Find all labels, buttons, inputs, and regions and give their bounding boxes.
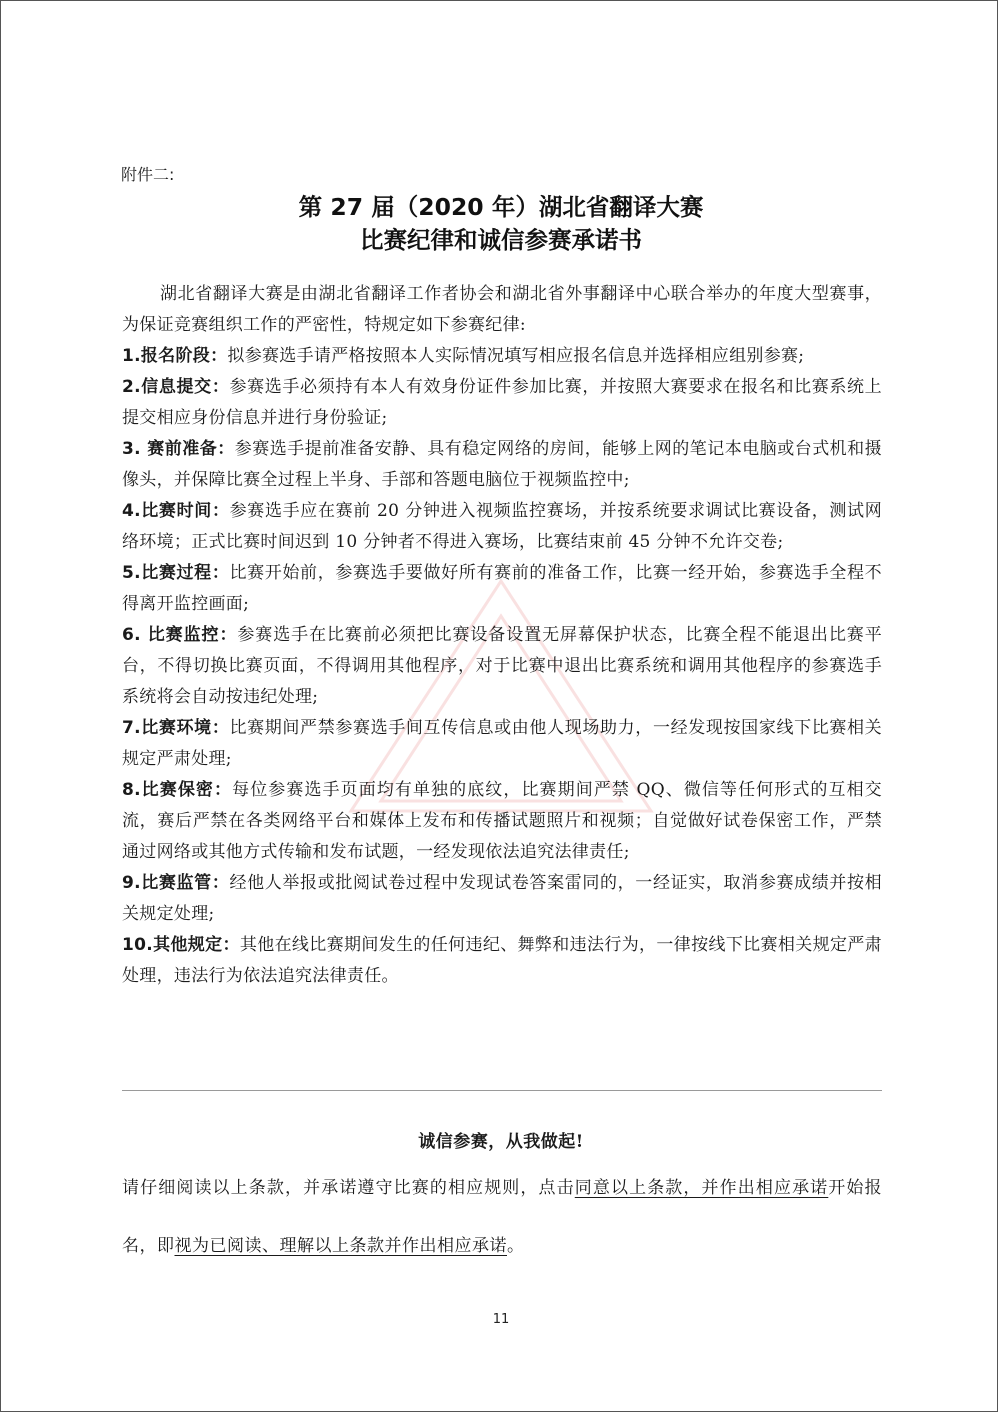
rule-colon: ： xyxy=(211,718,230,738)
rule-text: 参赛选手在比赛前必须把比赛设备设置无屏幕保护状态，比赛全程不能退出比赛平台，不得切换比赛页面，不得调用其他程序，对于比赛中退出比赛系统和调用其他程序的参赛选手系统将会自动按违纪处理; xyxy=(122,625,882,707)
rule-label: 1.报名阶段 xyxy=(122,346,211,366)
rule-item xyxy=(122,434,882,496)
rule-text: 比赛期间严禁参赛选手间互传信息或由他人现场助力，一经发现按国家线下比赛相关规定严肃处理; xyxy=(122,718,882,769)
rule-label: 2.信息提交 xyxy=(122,377,212,397)
consent-paragraph xyxy=(122,1159,882,1275)
document-title: 第 27 届（2020 年）湖北省翻译大赛 xyxy=(298,193,704,221)
consent-acknowledgement: 视为已阅读、理解以上条款并作出相应承诺 xyxy=(174,1236,507,1256)
rule-colon: ： xyxy=(217,439,235,459)
rule-label: 8.比赛保密 xyxy=(122,780,215,800)
rule-text: 参赛选手提前准备安静、具有稳定网络的房间，能够上网的笔记本电脑或台式机和摄像头，并保障比赛全过程上半身、手部和答题电脑位于视频监控中; xyxy=(122,439,882,490)
document-subtitle: 比赛纪律和诚信参赛承诺书 xyxy=(360,226,642,254)
document-body xyxy=(122,279,882,992)
attachment-label: 附件二: xyxy=(121,165,175,184)
intro-paragraph: 湖北省翻译大赛是由湖北省翻译工作者协会和湖北省外事翻译中心联合举办的年度大型赛事，为保证竞赛组织工作的严密性，特规定如下参赛纪律: xyxy=(122,284,882,335)
consent-text: 开始报名，即 xyxy=(122,1178,883,1256)
page-number: 11 xyxy=(492,1312,510,1327)
rule-colon: ： xyxy=(219,625,238,645)
rule-text: 比赛开始前，参赛选手要做好所有赛前的准备工作，比赛一经开始，参赛选手全程不得离开监控画面; xyxy=(122,563,882,614)
rule-colon: ： xyxy=(222,935,240,955)
agree-terms-link[interactable]: 同意以上条款，并作出相应承诺 xyxy=(574,1178,829,1198)
rule-item xyxy=(122,341,882,372)
rule-colon: ： xyxy=(211,873,230,893)
rule-item xyxy=(122,620,882,713)
consent-text: 请仔细阅读以上条款，并承诺遵守比赛的相应规则，点击 xyxy=(122,1178,575,1198)
rule-label: 9.比赛监管 xyxy=(122,873,212,893)
rule-text: 每位参赛选手页面均有单独的底纹，比赛期间严禁 QQ、微信等任何形式的互相交流，赛后严禁在各类网络平台和媒体上发布和传播试题照片和视频；自觉做好试卷保密工作，严禁通过网络或其他方式传输和发布试题，一经发现依法追究法律责任; xyxy=(122,780,882,862)
rule-item xyxy=(122,775,882,868)
rule-item xyxy=(122,868,882,930)
rule-label: 5.比赛过程 xyxy=(122,563,212,583)
rule-text: 拟参赛选手请严格按照本人实际情况填写相应报名信息并选择相应组别参赛; xyxy=(227,346,805,366)
rule-item xyxy=(122,496,882,558)
rule-label: 6. 比赛监控 xyxy=(122,625,220,645)
rule-text: 其他在线比赛期间发生的任何违纪、舞弊和违法行为，一律按线下比赛相关规定严肃处理，违法行为依法追究法律责任。 xyxy=(122,935,882,986)
integrity-slogan: 诚信参赛，从我做起! xyxy=(418,1132,584,1152)
rule-colon: ： xyxy=(214,780,233,800)
rule-text: 参赛选手必须持有本人有效身份证件参加比赛，并按照大赛要求在报名和比赛系统上提交相应身份信息并进行身份验证; xyxy=(122,377,882,428)
rule-label: 4.比赛时间 xyxy=(122,501,212,521)
rule-text: 经他人举报或批阅试卷过程中发现试卷答案雷同的，一经证实，取消参赛成绩并按相关规定处理; xyxy=(122,873,882,924)
rule-item xyxy=(122,558,882,620)
rule-text: 参赛选手应在赛前 20 分钟进入视频监控赛场，并按系统要求调试比赛设备，测试网络环境；正式比赛时间迟到 10 分钟者不得进入赛场，比赛结束前 45 分钟不允许交卷; xyxy=(122,501,882,552)
rule-colon: ： xyxy=(211,501,230,521)
rule-label: 10.其他规定 xyxy=(122,935,223,955)
rule-item xyxy=(122,930,882,992)
consent-text: 。 xyxy=(507,1236,525,1256)
rule-item xyxy=(122,713,882,775)
section-divider xyxy=(122,1090,882,1091)
rule-label: 3. 赛前准备 xyxy=(122,439,218,459)
rule-item xyxy=(122,372,882,434)
rule-colon: ： xyxy=(211,377,230,397)
rule-colon: ： xyxy=(211,563,230,583)
rule-label: 7.比赛环境 xyxy=(122,718,212,738)
rule-colon: ： xyxy=(210,346,228,366)
